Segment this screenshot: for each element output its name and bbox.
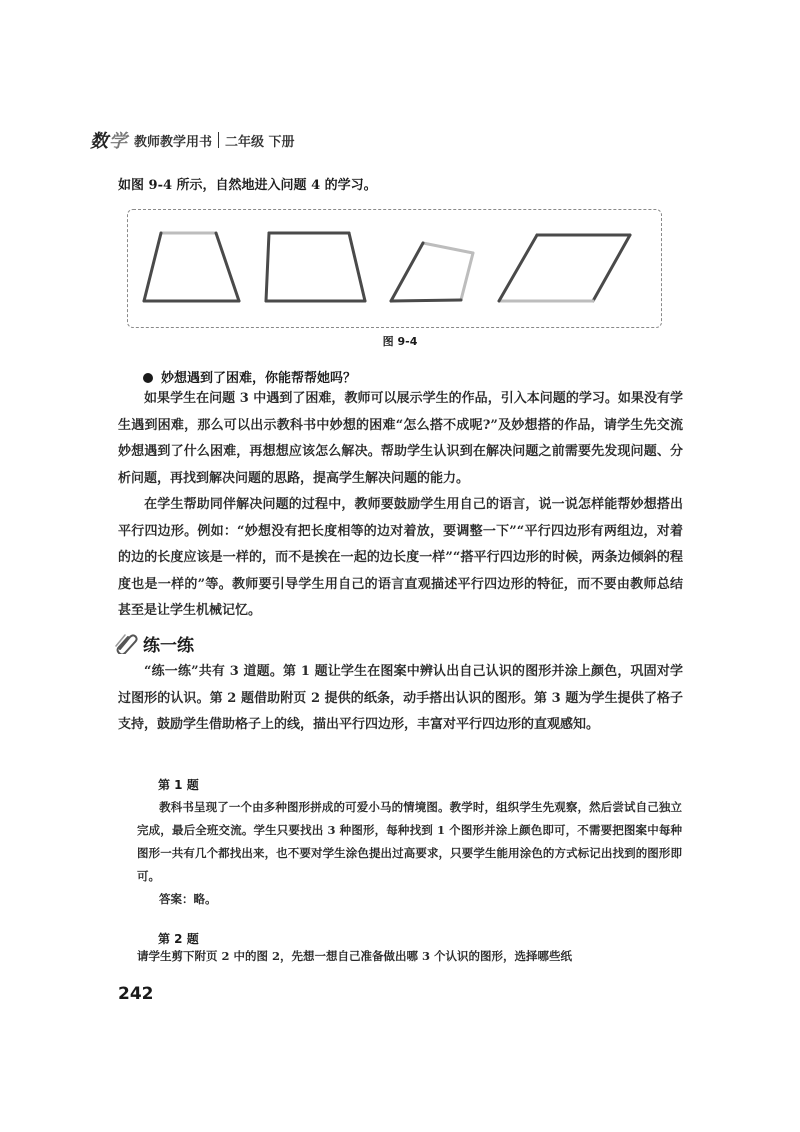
question-1-text: 教科书呈现了一个由多种图形拼成的可爱小马的情境图。教学时，组织学生先观察，然后尝试自己独立完成，最后全班交流。学生只要找出 3 种图形，每种找到 1 个图形并涂上颜色即可，不需要把图案中每种图形一共有几个都找出来，也不要对学生涂色提出过高要求，只要学生能用涂色的方式标记出找到的图形即可。	[137, 800, 682, 883]
grade-label: 二年级 下册	[225, 134, 295, 150]
practice-intro	[118, 659, 683, 739]
page-number: 242	[118, 984, 154, 1004]
question-1-text-block	[137, 796, 682, 888]
paragraph-1	[118, 386, 683, 492]
paragraph-1-text: 如果学生在问题 3 中遇到了困难，教师可以展示学生的作品，引入本问题的学习。如果没有学生遇到困难，那么可以出示教科书中妙想的困难“怎么搭不成呢?”及妙想搭的作品，请学生先交流妙想遇到了什么困难，再想想应该怎么解决。帮助学生认识到在解决问题之前需要先发现问题、分析问题，再找到解决问题的思路，提高学生解决问题的能力。	[118, 391, 683, 486]
question-1-answer: 答案：略。	[159, 892, 217, 906]
paperclip-icon	[113, 632, 139, 654]
paragraph-2	[118, 492, 683, 625]
intro-line: 如图 9-4 所示，自然地进入问题 4 的学习。	[118, 178, 377, 193]
shape-quadrilateral	[391, 243, 473, 301]
page-header	[90, 128, 295, 152]
book-title: 教师教学用书	[134, 134, 213, 150]
practice-title: 练一练	[143, 635, 194, 656]
question-2-text: 请学生剪下附页 2 中的图 2，先想一想自己准备做出哪 3 个认识的图形，选择哪些纸	[137, 949, 573, 963]
question-2-heading: 第 2 题	[158, 932, 199, 946]
subject-logo	[90, 127, 128, 153]
figure-shapes	[127, 209, 662, 328]
practice-intro-text: “练一练”共有 3 道题。第 1 题让学生在图案中辨认出自己认识的图形并涂上颜色，巩固对学过图形的认识。第 2 题借助附页 2 提供的纸条，动手搭出认识的图形。第 3 题为学生提供了格子支持，鼓励学生借助格子上的线，描出平行四边形，丰富对平行四边形的直观感知。	[118, 664, 683, 732]
shape-parallelogram	[499, 235, 630, 301]
practice-heading	[113, 630, 194, 656]
question-1-answer-block	[137, 888, 682, 911]
header-divider	[218, 132, 219, 148]
bullet-icon	[143, 373, 153, 383]
shape-trapezoid-1	[144, 233, 239, 301]
paragraph-2-text: 在学生帮助同伴解决问题的过程中，教师要鼓励学生用自己的语言，说一说怎样能帮妙想搭出平行四边形。例如：“妙想没有把长度相等的边对着放，要调整一下”“平行四边形有两组边，对着的边的长度应该是一样的，而不是挨在一起的边长度一样”“搭平行四边形的时候，两条边倾斜的程度也是一样的”等。教师要引导学生用自己的语言直观描述平行四边形的特征，而不要由教师总结甚至是让学生机械记忆。	[118, 497, 683, 618]
figure-caption: 图 9-4	[382, 335, 418, 348]
question-2-text-block	[137, 945, 682, 968]
shape-trapezoid-2	[266, 233, 365, 301]
logo-char-2: 学	[109, 131, 128, 152]
question-1-heading: 第 1 题	[158, 778, 199, 792]
logo-char-1: 数	[90, 131, 109, 152]
bullet-heading-text: 妙想遇到了困难，你能帮帮她吗？	[161, 371, 357, 386]
